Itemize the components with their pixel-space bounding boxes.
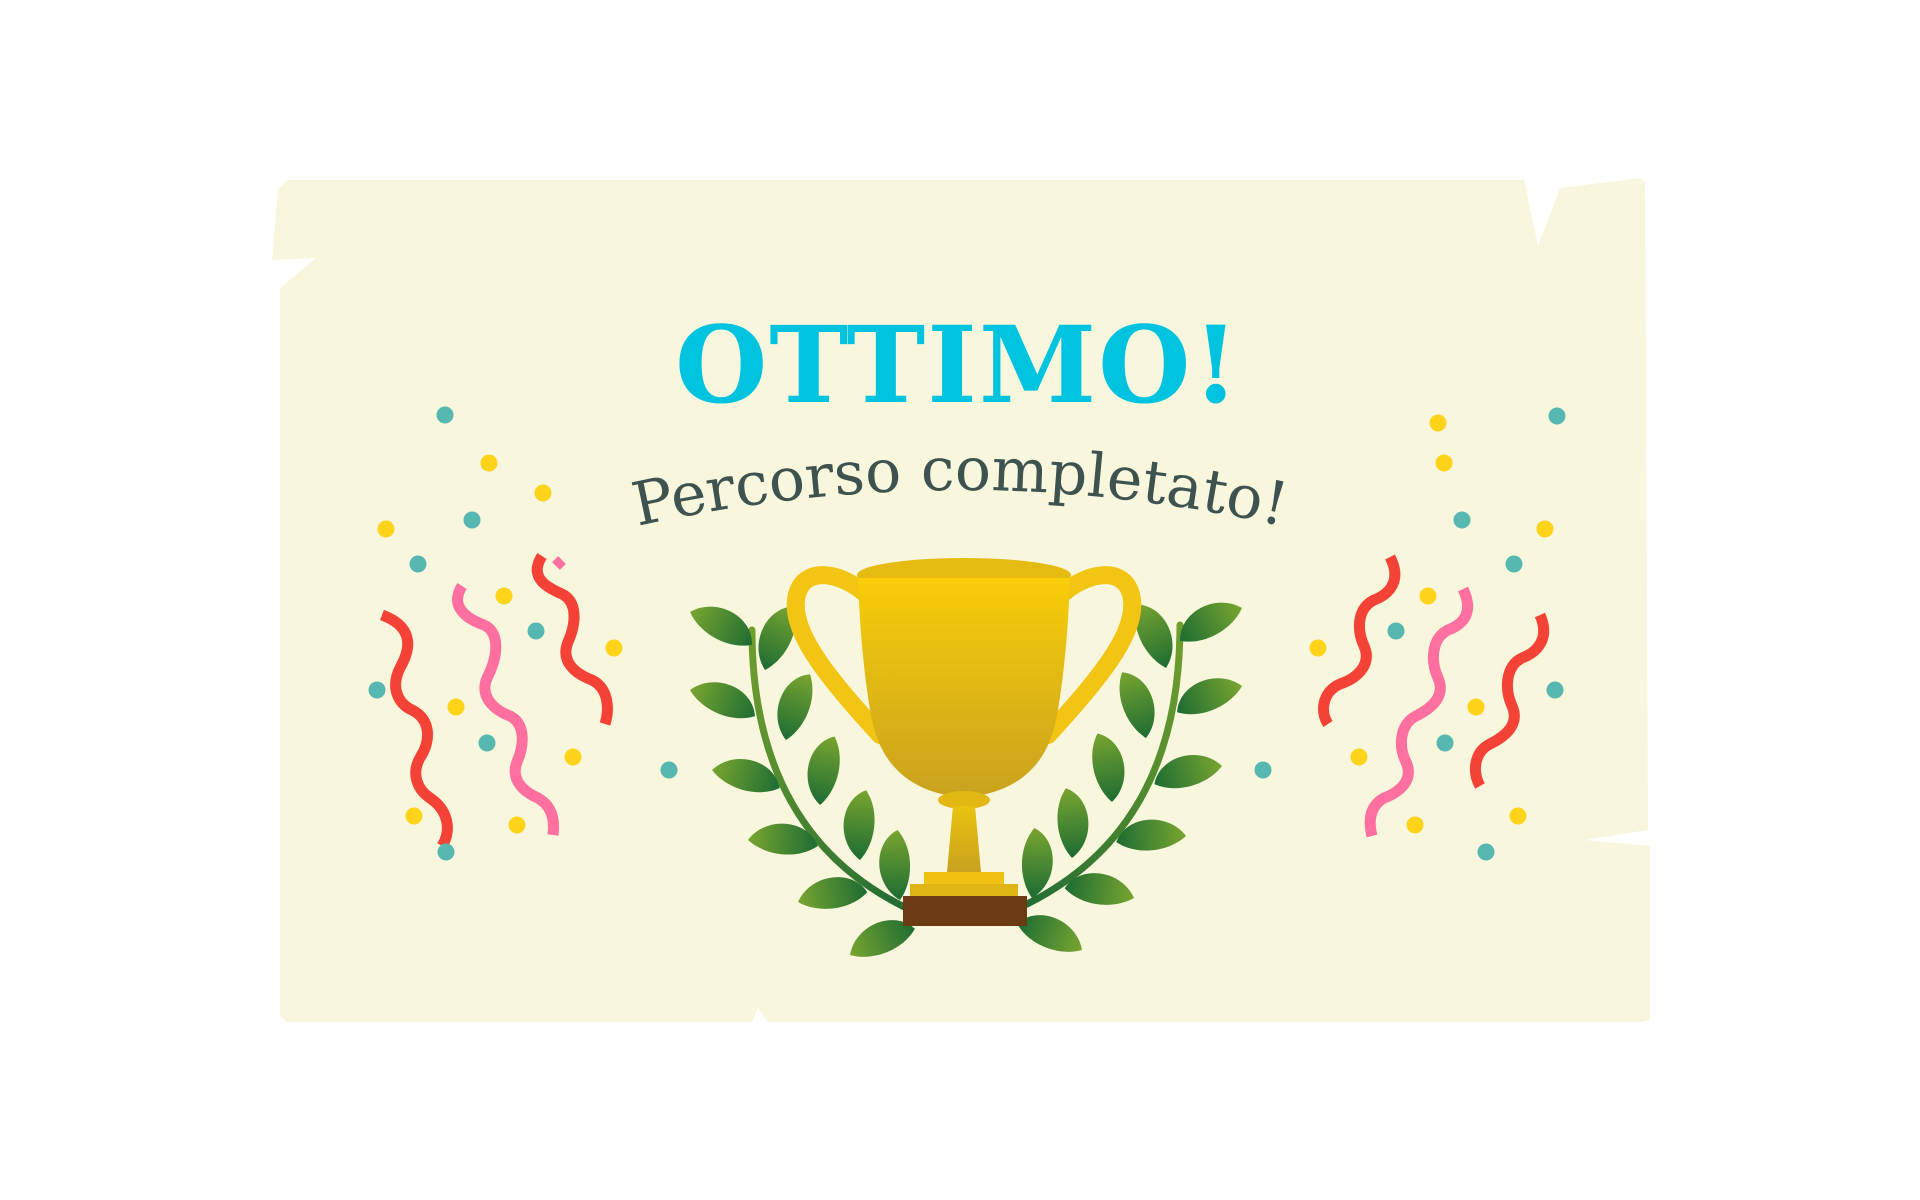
confetti-dot (479, 735, 496, 752)
confetti-dot (1537, 521, 1554, 538)
confetti-dot (438, 844, 455, 861)
confetti-dot (1407, 817, 1424, 834)
trophy-base-step-2 (910, 884, 1018, 896)
confetti-dot (565, 749, 582, 766)
confetti-dot (1506, 556, 1523, 573)
confetti-dot (1478, 844, 1495, 861)
confetti-dot (1510, 808, 1527, 825)
confetti-dot (448, 699, 465, 716)
trophy-base (903, 896, 1027, 926)
confetti-dot (1549, 408, 1566, 425)
confetti-dot (1310, 640, 1327, 657)
confetti-dot (378, 521, 395, 538)
confetti-dot (509, 817, 526, 834)
confetti-dot (1351, 749, 1368, 766)
trophy-base-step-1 (924, 872, 1004, 884)
confetti-dot (1388, 623, 1405, 640)
confetti-dot (369, 682, 386, 699)
confetti-dot (1468, 699, 1485, 716)
confetti-dot (606, 640, 623, 657)
confetti-dot (1437, 735, 1454, 752)
confetti-dot (1454, 512, 1471, 529)
confetti-streamer (556, 560, 562, 566)
confetti-dot (1420, 588, 1437, 605)
confetti-dot (406, 808, 423, 825)
confetti-dot (410, 556, 427, 573)
confetti-dot (464, 512, 481, 529)
confetti-dot (496, 588, 513, 605)
celebration-title: OTTIMO! (674, 302, 1242, 427)
confetti-dot (535, 485, 552, 502)
confetti-dot (661, 762, 678, 779)
confetti-dot (528, 623, 545, 640)
celebration-subtitle: Percorso completato! (626, 434, 1295, 541)
confetti-dot (1255, 762, 1272, 779)
confetti-dot (481, 455, 498, 472)
confetti-dot (437, 407, 454, 424)
confetti-dot (1547, 682, 1564, 699)
confetti-dot (1430, 415, 1447, 432)
confetti-dot (1436, 455, 1453, 472)
